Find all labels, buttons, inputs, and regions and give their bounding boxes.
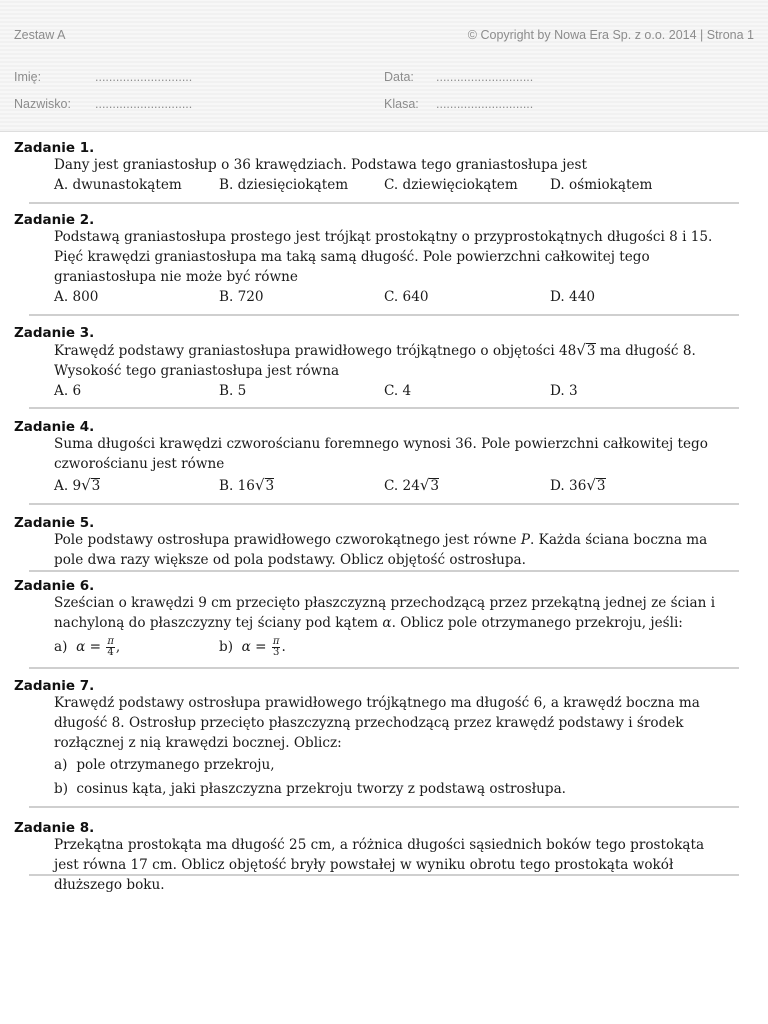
task-text: Krawędź podstawy graniastosłupa prawidłowego trójkątnego o objętości 48√3 ma długość 8. Wysokość tego graniastosłupa jest równa xyxy=(54,341,696,379)
answer-c[interactable]: C. 4 xyxy=(384,383,412,399)
surname-label: Nazwisko: xyxy=(14,97,71,111)
answer-c[interactable]: C. dziewięciokątem xyxy=(384,177,518,193)
answer-d[interactable]: D. ośmiokątem xyxy=(550,177,653,193)
answer-b[interactable]: B. 5 xyxy=(219,383,247,399)
answer-options xyxy=(54,381,740,403)
divider xyxy=(29,503,739,505)
answer-c[interactable]: C. 24√3 xyxy=(384,476,440,494)
task-title: Zadanie 5. xyxy=(14,515,95,531)
answer-b[interactable]: B. dziesięciokątem xyxy=(219,177,349,193)
task-title: Zadanie 4. xyxy=(14,419,95,435)
answer-c[interactable]: C. 640 xyxy=(384,289,429,305)
task-6 xyxy=(14,579,740,659)
task-title: Zadanie 2. xyxy=(14,212,95,228)
answer-b[interactable]: B. 720 xyxy=(219,289,264,305)
task-text: Sześcian o krawędzi 9 cm przecięto płaszczyzną przechodzącą przez przekątną jednej ze ścian i nachyloną do płaszczyzny tej ściany pod kątem α. Oblicz pole otrzymanego przekroju, jeśli: xyxy=(54,595,716,631)
divider xyxy=(29,314,739,316)
sub-question-b: b) cosinus kąta, jaki płaszczyzna przekroju tworzy z podstawą ostrosłupa. xyxy=(54,781,566,797)
answer-d[interactable]: D. 440 xyxy=(550,289,596,305)
class-label: Klasa: xyxy=(384,97,419,111)
answer-a[interactable]: A. dwunastokątem xyxy=(54,177,182,193)
task-4 xyxy=(14,420,740,496)
answer-options xyxy=(54,175,740,197)
task-2 xyxy=(14,213,740,309)
task-title: Zadanie 3. xyxy=(14,325,95,341)
answer-d[interactable]: D. 3 xyxy=(550,383,578,399)
sub-questions xyxy=(54,633,740,659)
task-1 xyxy=(14,141,740,197)
page-header xyxy=(0,0,768,132)
divider xyxy=(29,202,739,204)
answer-d[interactable]: D. 36√3 xyxy=(550,476,606,494)
fraction: $\frac{\pi}{3}$ xyxy=(272,636,280,658)
class-field[interactable]: ............................ xyxy=(436,97,534,111)
task-title: Zadanie 1. xyxy=(14,140,95,156)
task-8 xyxy=(14,821,740,895)
date-field[interactable]: ............................ xyxy=(436,70,534,84)
divider xyxy=(29,407,739,409)
task-text: Przekątna prostokąta ma długość 25 cm, a różnica długości sąsiednich boków tego prostokąta jest równa 17 cm. Oblicz objętość bryły powstałej w wyniku obrotu tego prostokąta wokół dłuższego boku. xyxy=(54,837,705,893)
answer-a[interactable]: A. 6 xyxy=(54,383,82,399)
answer-options xyxy=(54,474,740,496)
answer-a[interactable]: A. 9√3 xyxy=(54,476,101,494)
task-text: Dany jest graniastosłup o 36 krawędziach. Podstawa tego graniastosłupa jest xyxy=(54,157,587,173)
task-title: Zadanie 8. xyxy=(14,820,95,836)
task-title: Zadanie 7. xyxy=(14,678,95,694)
task-text: Suma długości krawędzi czworościanu foremnego wynosi 36. Pole powierzchni całkowitej tego czworościanu jest równe xyxy=(54,436,708,472)
surname-field[interactable]: ............................ xyxy=(95,97,193,111)
divider xyxy=(29,570,739,572)
fraction: $\frac{\pi}{4}$ xyxy=(107,636,114,658)
date-label: Data: xyxy=(384,70,414,84)
answer-b[interactable]: B. 16√3 xyxy=(219,476,275,494)
name-label: Imię: xyxy=(14,70,42,84)
divider xyxy=(29,667,739,669)
task-title: Zadanie 6. xyxy=(14,578,95,594)
copyright-text: © Copyright by Nowa Era Sp. z o.o. 2014 | Strona 1 xyxy=(467,28,754,42)
answer-options xyxy=(54,287,740,309)
sub-question-a: a) α = $\frac{\pi}{4}$ , xyxy=(54,636,121,658)
answer-a[interactable]: A. 800 xyxy=(54,289,99,305)
task-text: Krawędź podstawy ostrosłupa prawidłowego trójkątnego ma długość 6, a krawędź boczna ma długość 8. Ostrosłup przecięto płaszczyzną przechodzącą przez krawędź podstawy i środek rozłącznej z nią krawędzi bocznej. Oblicz: xyxy=(54,695,700,751)
sub-question-b: b) α = $\frac{\pi}{3}$ . xyxy=(219,636,286,658)
task-text: Podstawą graniastosłupa prostego jest trójkąt prostokątny o przyprostokątnych długości 8 i 15. Pięć krawędzi graniastosłupa ma taką samą długość. Pole powierzchni całkowitej tego graniastosłupa nie może być równe xyxy=(54,229,713,285)
task-text: Pole podstawy ostrosłupa prawidłowego czworokątnego jest równe P. Każda ściana boczna ma pole dwa razy większe od pola podstawy. Oblicz objętość ostrosłupa. xyxy=(54,532,708,568)
task-7 xyxy=(14,679,740,801)
set-label: Zestaw A xyxy=(14,28,66,42)
sub-question-a: a) pole otrzymanego przekroju, xyxy=(54,757,275,773)
divider xyxy=(29,806,739,808)
divider xyxy=(29,874,739,876)
name-field[interactable]: ............................ xyxy=(95,70,193,84)
task-5 xyxy=(14,516,740,570)
task-3 xyxy=(14,326,740,403)
